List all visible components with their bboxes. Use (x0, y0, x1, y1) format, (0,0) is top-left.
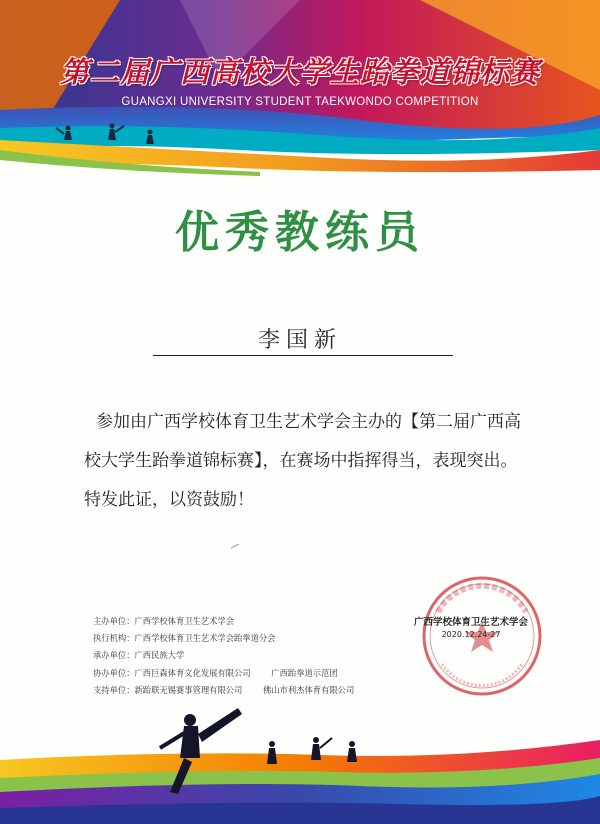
organizer-extra: 佛山市利杰体育有限公司 (263, 684, 355, 695)
competition-title-cn: 第二届广西高校大学生跆拳道锦标赛 (59, 55, 540, 89)
recipient-name: 李国新 (257, 328, 342, 353)
organizer-text: 协办单位：广西巨森体育文化发展有限公司 (93, 667, 251, 678)
organizers-list (93, 613, 413, 699)
organizer-text: 执行机构：广西学校体育卫生艺术学会跆拳道分会 (93, 633, 276, 644)
organizer-row-executor (93, 630, 413, 647)
organizer-text: 主办单位：广西学校体育卫生艺术学会 (93, 616, 235, 626)
body-line-2: 校大学生跆拳道锦标赛】，在赛场中指挥得当，表现突出。 (84, 451, 518, 471)
issue-date: 2020.12.24-27 (441, 630, 501, 639)
organizer-row-host (93, 613, 413, 630)
body-line-1: 参加由广西学校体育卫生艺术学会主办的【第二届广西高 (96, 412, 521, 432)
organizer-extra: 广西跆拳道示范团 (271, 667, 338, 678)
organizer-row-undertaker (93, 647, 413, 664)
competition-title-en: GUANGXI UNIVERSITY STUDENT TAEKWONDO COMPETITION (121, 96, 479, 108)
organizer-row-co-organizer (93, 665, 413, 682)
footer-banner-art (0, 700, 600, 824)
organizer-text: 支持单位：新跆联无锡赛事管理有限公司 (93, 684, 243, 695)
pen-mark (230, 543, 240, 549)
issuer-name: 广西学校体育卫生艺术学会 (413, 617, 528, 628)
name-underline (153, 355, 453, 356)
award-title: 优秀教练员 (175, 207, 425, 258)
organizer-text: 承办单位：广西民族大学 (93, 650, 185, 661)
body-line-3: 特发此证，以资鼓励！ (84, 490, 254, 510)
certificate-body (84, 403, 524, 520)
organizer-row-supporter (93, 682, 413, 699)
